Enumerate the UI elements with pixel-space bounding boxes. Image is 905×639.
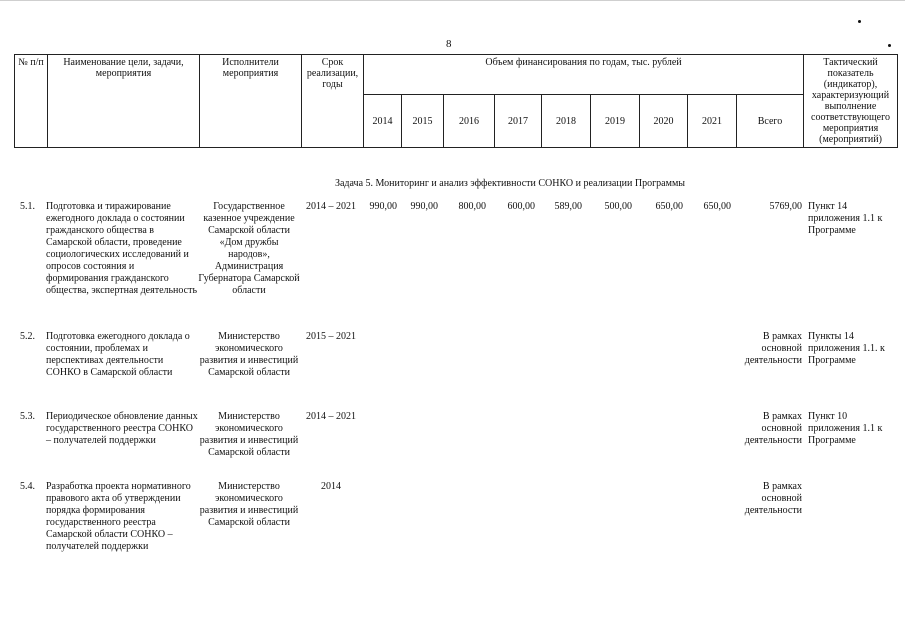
scan-speck (858, 20, 861, 23)
row-executor: Министерство экономического развития и инвестиций Самарской области (199, 411, 299, 458)
row-term: 2014 – 2021 (306, 201, 356, 212)
row-name: Периодическое обновление данных государственного реестра СОНКО – получателей поддержки (46, 411, 198, 446)
row-total: В рамках основной деятельности (744, 411, 802, 446)
header-year: 2019 (591, 95, 640, 148)
row-total: В рамках основной деятельности (744, 481, 802, 516)
header-executors: Исполнители мероприятия (200, 55, 302, 148)
header-num: № п/п (15, 55, 48, 148)
header-year: 2018 (542, 95, 591, 148)
row-value-2015: 990,00 (410, 201, 438, 212)
row-name: Подготовка и тиражирование ежегодного доклада о состоянии гражданского общества в Самарской области, проведение социологических исследований и опросов состояния и формирования гражданского общества, экспертная деятельность (46, 201, 198, 296)
row-number: 5.3. (20, 411, 35, 422)
row-value-2017: 600,00 (507, 201, 535, 212)
header-name: Наименование цели, задачи, мероприятия (48, 55, 200, 148)
row-total: 5769,00 (769, 201, 802, 212)
row-name: Разработка проекта нормативного правового акта об утверждении порядка формирования государственного реестра Самарской области СОНКО – получателей поддержки (46, 481, 191, 552)
section-title: Задача 5. Мониторинг и анализ эффективности СОНКО и реализации Программы (334, 178, 685, 189)
row-indicator: Пункт 14 приложения 1.1 к Программе (808, 201, 883, 236)
row-term: 2014 (321, 481, 341, 492)
header-total: Всего (737, 95, 804, 148)
page-number: 8 (446, 38, 452, 50)
header-year: 2017 (495, 95, 542, 148)
row-value-2018: 589,00 (554, 201, 582, 212)
row-value-2019: 500,00 (604, 201, 632, 212)
header-term: Срок реализации, годы (302, 55, 364, 148)
row-indicator: Пункт 10 приложения 1.1 к Программе (808, 411, 883, 446)
row-term: 2015 – 2021 (306, 331, 356, 342)
row-executor: Министерство экономического развития и инвестиций Самарской области (199, 481, 299, 528)
row-executor: Министерство экономического развития и инвестиций Самарской области (199, 331, 299, 378)
header-year: 2015 (402, 95, 444, 148)
row-value-2020: 650,00 (655, 201, 683, 212)
header-year: 2014 (364, 95, 402, 148)
row-total: В рамках основной деятельности (744, 331, 802, 366)
row-name: Подготовка ежегодного доклада о состоянии, проблемах и перспективах деятельности СОНКО в Самарской области (46, 331, 190, 378)
row-executor: Государственное казенное учреждение Самарской области «Дом дружбы народов», Администрация Губернатора Самарской области (198, 201, 300, 296)
header-funding: Объем финансирования по годам, тыс. рублей (364, 55, 804, 95)
row-value-2021: 650,00 (703, 201, 731, 212)
header-year: 2021 (688, 95, 737, 148)
page-top-edge (0, 0, 905, 1)
row-value-2014: 990,00 (369, 201, 397, 212)
row-term: 2014 – 2021 (306, 411, 356, 422)
row-value-2016: 800,00 (458, 201, 486, 212)
header-year: 2016 (444, 95, 495, 148)
scan-speck (888, 44, 891, 47)
row-indicator: Пункты 14 приложения 1.1. к Программе (808, 331, 885, 366)
row-number: 5.4. (20, 481, 35, 492)
header-year: 2020 (640, 95, 688, 148)
header-indicator: Тактический показатель (индикатор), характеризующий выполнение соответствующего мероприятия (мероприятий) (804, 55, 898, 148)
row-number: 5.1. (20, 201, 35, 212)
table-header (14, 54, 898, 148)
row-number: 5.2. (20, 331, 35, 342)
